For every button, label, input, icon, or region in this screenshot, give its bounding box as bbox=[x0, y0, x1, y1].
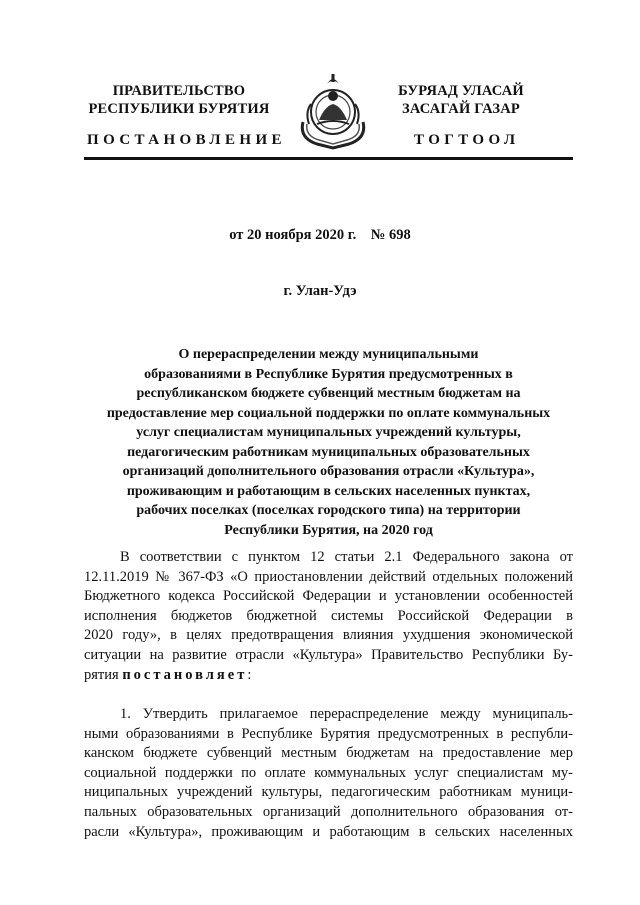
paragraph-line: социальной поддержки по оплате коммунальных услуг специалистам му- bbox=[84, 764, 573, 781]
buryatia-coat-of-arms-icon bbox=[297, 70, 369, 150]
preamble-paragraph bbox=[84, 548, 573, 685]
title-line: республиканском бюджете субвенций местным бюджетам на bbox=[136, 386, 521, 401]
title-line: организаций дополнительного образования отрасли «Культура», bbox=[122, 464, 535, 479]
paragraph-line: канском бюджете субвенций местным бюджетам на предоставление мер bbox=[84, 745, 573, 762]
paragraph-line: исполнения бюджетов бюджетной системы Российской Федерации в bbox=[84, 607, 573, 624]
issuer-russian bbox=[70, 82, 288, 118]
title-line: Республики Бурятия, на 2020 год bbox=[224, 522, 433, 538]
paragraph-line: Бюджетного кодекса Российской Федерации и установлении особенностей bbox=[84, 588, 573, 605]
paragraph-line: 2020 году», в целях предотвращения влияния ухудшения экономической bbox=[84, 627, 573, 644]
paragraph-line bbox=[84, 666, 573, 686]
issuer-buryat bbox=[380, 82, 542, 118]
title-line: рабочих поселках (поселках городского типа) на территории bbox=[136, 503, 521, 518]
paragraph-line: 1. Утвердить прилагаемое перераспределение между муниципаль- bbox=[120, 706, 573, 722]
paragraph-last-prefix: рятия bbox=[84, 666, 123, 683]
header-divider bbox=[84, 157, 573, 160]
doc-type-buryat: ТОГТООЛ bbox=[414, 132, 520, 148]
issuer-buryat-line2: ЗАСАГАЙ ГАЗАР bbox=[402, 101, 520, 117]
doc-type-russian: ПОСТАНОВЛЕНИЕ bbox=[87, 132, 286, 148]
paragraph-line: В соответствии с пунктом 12 статьи 2.1 Федерального закона от bbox=[120, 549, 573, 565]
title-line: педагогическим работникам муниципальных образовательных bbox=[127, 444, 530, 460]
paragraph-line: ситуации на развитие отрасли «Культура» Правительство Республики Бу- bbox=[84, 646, 573, 663]
paragraph-line: ными образованиями в Республике Бурятия предусмотренных в республи- bbox=[84, 725, 573, 742]
decree-keyword: постановляет bbox=[122, 666, 248, 683]
paragraph-line: расли «Культура», проживающим и работающим в сельских населенных bbox=[84, 823, 573, 840]
paragraph-line: 12.11.2019 № 367-ФЗ «О приостановлении действий отдельных положений bbox=[84, 568, 573, 585]
paragraph-last-suffix: : bbox=[247, 666, 252, 683]
title-line: образованиями в Республике Бурятия предусмотренных в bbox=[144, 366, 513, 382]
issuer-russian-line2: РЕСПУБЛИКИ БУРЯТИЯ bbox=[88, 101, 270, 117]
resolution-title bbox=[100, 345, 557, 540]
title-line: О перераспределении между муниципальными bbox=[178, 347, 479, 362]
title-line: предоставление мер социальной поддержки по оплате коммунальных bbox=[106, 405, 551, 421]
resolution-date-number: от 20 ноября 2020 г. № 698 bbox=[229, 227, 411, 243]
paragraph-line: ниципальных учреждений культуры, педагогическим работникам муници- bbox=[84, 784, 573, 801]
paragraph-line: пальных образовательных организаций дополнительного образования от- bbox=[84, 803, 573, 820]
issue-city: г. Улан-Удэ bbox=[283, 283, 357, 299]
title-line: услуг специалистам муниципальных учреждений культуры, bbox=[136, 425, 521, 440]
title-line: проживающим и работающим в сельских населенных пунктах, bbox=[126, 483, 531, 499]
issuer-russian-line1: ПРАВИТЕЛЬСТВО bbox=[112, 83, 246, 99]
issuer-buryat-line1: БУРЯАД УЛАСАЙ bbox=[398, 83, 524, 99]
clause-1-paragraph bbox=[84, 705, 573, 842]
